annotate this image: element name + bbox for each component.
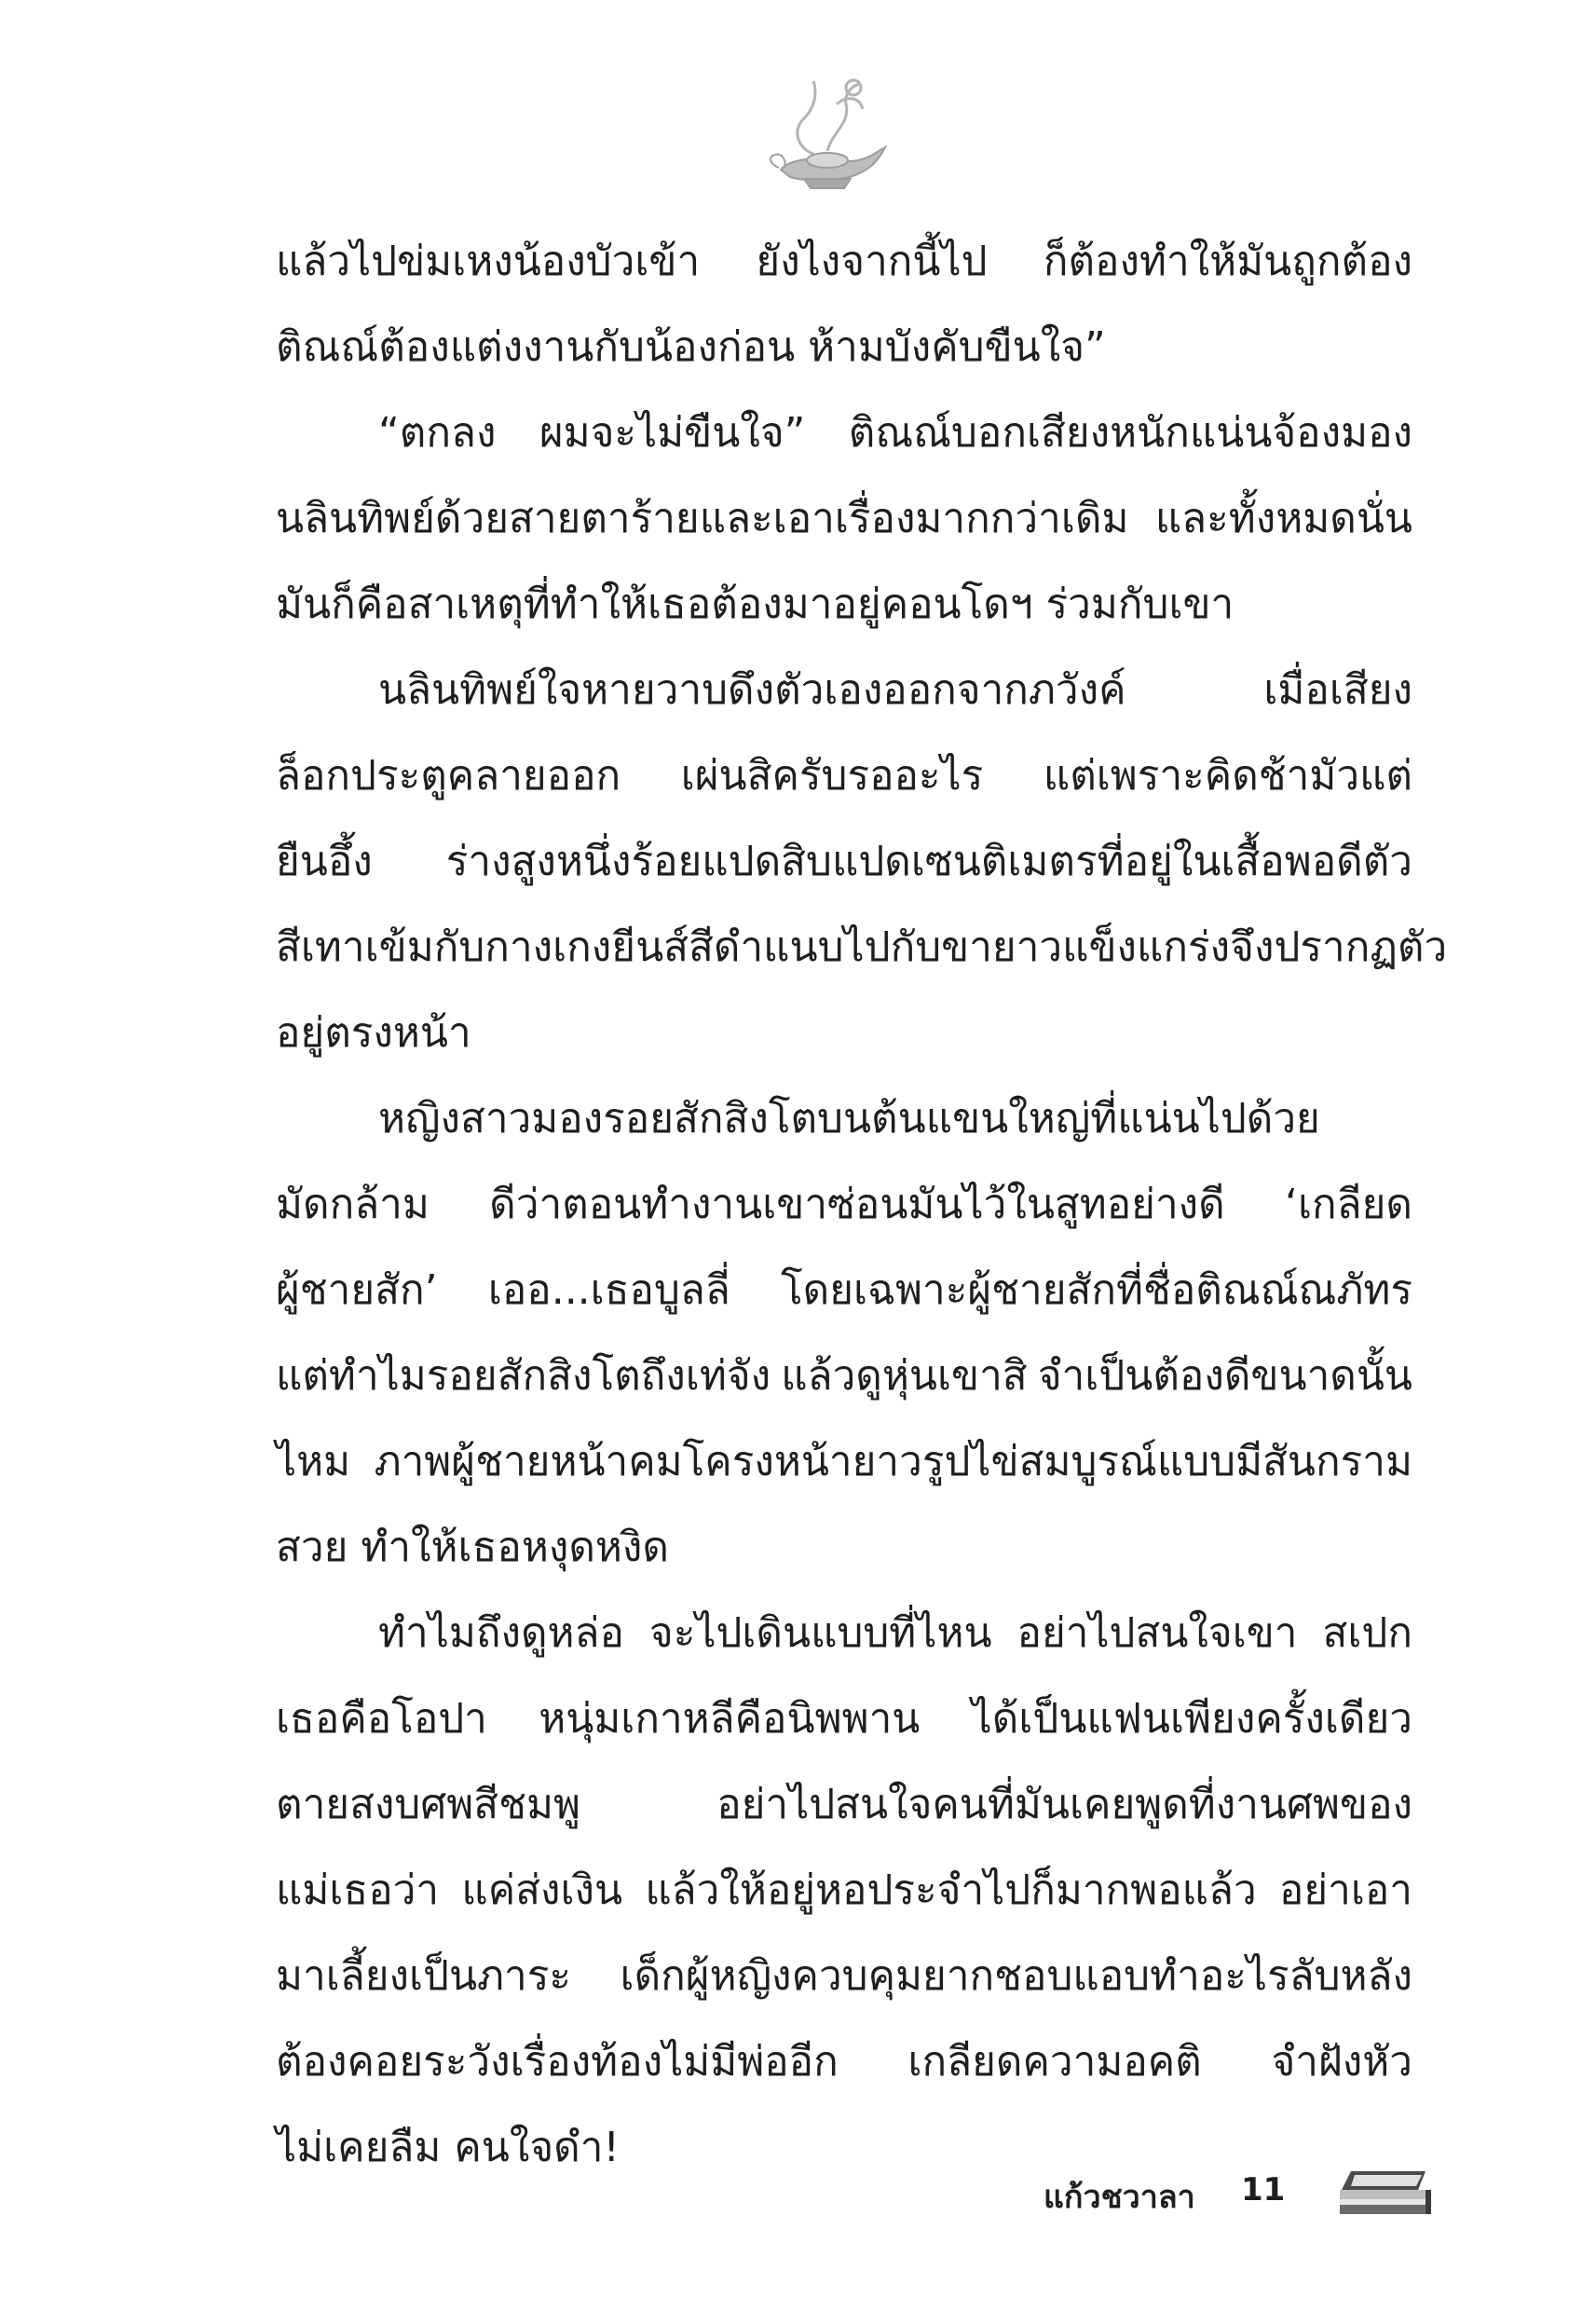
text-segment: อย่าเอา bbox=[1278, 1867, 1412, 1914]
text-segment: “ตกลง bbox=[378, 409, 497, 457]
text-segment: เธอคือโอปา bbox=[276, 1695, 487, 1743]
text-segment: เกลียดความอคติ bbox=[907, 2038, 1202, 2085]
text-segment: จะไปเดินแบบที่ไหน bbox=[648, 1609, 992, 1657]
text-segment: และทั้งหมดนั่น bbox=[1154, 495, 1412, 542]
text-segment: แล้วไปข่มเหงน้องบัวเข้า bbox=[276, 238, 701, 285]
body-text bbox=[276, 219, 1448, 2191]
text-segment: ติณณ์ต้องแต่งงานกับน้องก่อน ห้ามบังคับขืนใจ” bbox=[276, 323, 1106, 371]
text-segment: ติณณ์บอกเสียงหนักแน่นจ้องมอง bbox=[848, 409, 1412, 457]
text-segment: จึงปรากฏตัว bbox=[1230, 923, 1448, 971]
text-segment: จำเป็นต้องดีขนาดนั้น bbox=[1037, 1352, 1412, 1400]
text-line bbox=[276, 991, 1412, 1076]
text-segment: สเปก bbox=[1322, 1609, 1412, 1657]
text-segment: ล็อกประตูคลายออก bbox=[276, 752, 621, 800]
text-line bbox=[276, 305, 1412, 390]
text-segment: หญิงสาวมองรอยสักสิงโตบนต้นแขนใหญ่ที่แน่นไปด้วย bbox=[378, 1095, 1320, 1142]
text-segment: แค่ส่งเงิน bbox=[461, 1867, 623, 1914]
text-segment: มันก็คือสาเหตุที่ทำให้เธอต้องมาอยู่คอนโดฯ ร่วมกับเขา bbox=[276, 581, 1235, 628]
text-segment: ‘เกลียด bbox=[1285, 1181, 1412, 1228]
text-segment: แม่เธอว่า bbox=[276, 1867, 440, 1914]
text-segment: หนุ่มเกาหลีคือนิพพาน bbox=[539, 1695, 921, 1743]
text-line bbox=[276, 2019, 1412, 2105]
text-segment: จำฝังหัว bbox=[1271, 2038, 1412, 2085]
page-number: 11 bbox=[1241, 2171, 1286, 2208]
text-line bbox=[276, 1248, 1412, 1333]
text-segment: ผมจะไม่ขืนใจ” bbox=[539, 409, 806, 457]
magic-lamp-icon bbox=[762, 67, 902, 198]
text-line bbox=[276, 219, 1412, 305]
text-segment: แต่เพราะคิดช้ามัวแต่ bbox=[1043, 752, 1412, 800]
text-line bbox=[276, 1762, 1412, 1848]
text-line bbox=[276, 1333, 1412, 1419]
closed-book-icon bbox=[1332, 2162, 1435, 2227]
text-segment: ได้เป็นแฟนเพียงครั้งเดียว bbox=[971, 1695, 1412, 1743]
text-line bbox=[276, 733, 1412, 819]
text-segment: นลินทิพย์ใจหายวาบดึงตัวเองออกจากภวังค์ bbox=[378, 666, 1126, 714]
text-segment: ยืนอึ้ง bbox=[276, 838, 373, 885]
text-segment: ผู้ชายสัก’ bbox=[276, 1266, 438, 1314]
text-line bbox=[276, 1162, 1412, 1248]
text-line bbox=[276, 390, 1412, 476]
text-line bbox=[276, 1934, 1412, 2019]
text-segment: โดยเฉพาะผู้ชายสักที่ชื่อติณณ์ณภัทร bbox=[781, 1266, 1412, 1314]
text-segment: สีเทาเข้มกับกางเกงยีนส์สีดำแนบไปกับขายาวแข็งแกร่ง bbox=[276, 923, 1231, 971]
text-segment: ทำไมถึงดูหล่อ bbox=[378, 1609, 624, 1657]
text-line bbox=[276, 1848, 1412, 1934]
text-segment: เมื่อเสียง bbox=[1263, 666, 1412, 714]
text-line bbox=[276, 1505, 1412, 1591]
text-segment: ตายสงบศพสีชมพู bbox=[276, 1781, 580, 1828]
text-segment: ก็ต้องทำให้มันถูกต้อง bbox=[1043, 238, 1412, 285]
text-line bbox=[276, 648, 1412, 733]
text-segment: ยังไงจากนี้ไป bbox=[756, 238, 988, 285]
text-line bbox=[276, 476, 1412, 562]
book-title: แก้วชวาลา bbox=[1044, 2179, 1195, 2216]
text-segment: ดีว่าตอนทำงานเขาซ่อนมันไว้ในสูทอย่างดี bbox=[489, 1181, 1225, 1228]
text-segment: เออ...เธอบูลลี่ bbox=[487, 1266, 730, 1314]
text-segment: ร่างสูงหนึ่งร้อยแปดสิบแปดเซนติเมตรที่อยู่ในเสื้อพอดีตัว bbox=[445, 838, 1412, 885]
text-segment: แต่ทำไมรอยสักสิงโตถึงเท่จัง bbox=[276, 1352, 771, 1400]
text-segment: อยู่ตรงหน้า bbox=[276, 1009, 471, 1057]
text-segment: ภาพผู้ชายหน้าคมโครงหน้ายาวรูปไข่สมบูรณ์แบบมีสันกราม bbox=[374, 1438, 1412, 1485]
text-line bbox=[276, 1676, 1412, 1762]
text-segment: สวย ทำให้เธอหงุดหงิด bbox=[276, 1524, 669, 1571]
text-line bbox=[276, 1591, 1412, 1676]
page-footer bbox=[0, 2143, 1596, 2246]
text-line bbox=[276, 1419, 1412, 1505]
text-segment: เผ่นสิครับรออะไร bbox=[680, 752, 984, 800]
text-line bbox=[276, 905, 1448, 991]
text-segment: ไหม bbox=[276, 1438, 351, 1485]
text-segment: อย่าไปสนใจคนที่มันเคยพูดที่งานศพของ bbox=[716, 1781, 1412, 1828]
text-segment: อย่าไปสนใจเขา bbox=[1016, 1609, 1298, 1657]
text-segment: เด็กผู้หญิงควบคุมยากชอบแอบทำอะไรลับหลัง bbox=[620, 1952, 1412, 2000]
text-segment: มัดกล้าม bbox=[276, 1181, 430, 1228]
text-line bbox=[276, 819, 1412, 905]
text-segment: ไม่เคยลืม คนใจดำ! bbox=[276, 2124, 621, 2171]
text-segment: แล้วดูหุ่นเขาสิ bbox=[781, 1352, 1028, 1400]
text-segment: แล้วให้อยู่หอประจำไปก็มากพอแล้ว bbox=[645, 1867, 1257, 1914]
text-segment: นลินทิพย์ด้วยสายตาร้ายและเอาเรื่องมากกว่าเดิม bbox=[276, 495, 1129, 542]
text-line bbox=[276, 1076, 1412, 1162]
text-line bbox=[276, 562, 1412, 648]
text-segment: ต้องคอยระวังเรื่องท้องไม่มีพ่ออีก bbox=[276, 2038, 839, 2085]
text-segment: มาเลี้ยงเป็นภาระ bbox=[276, 1952, 572, 2000]
